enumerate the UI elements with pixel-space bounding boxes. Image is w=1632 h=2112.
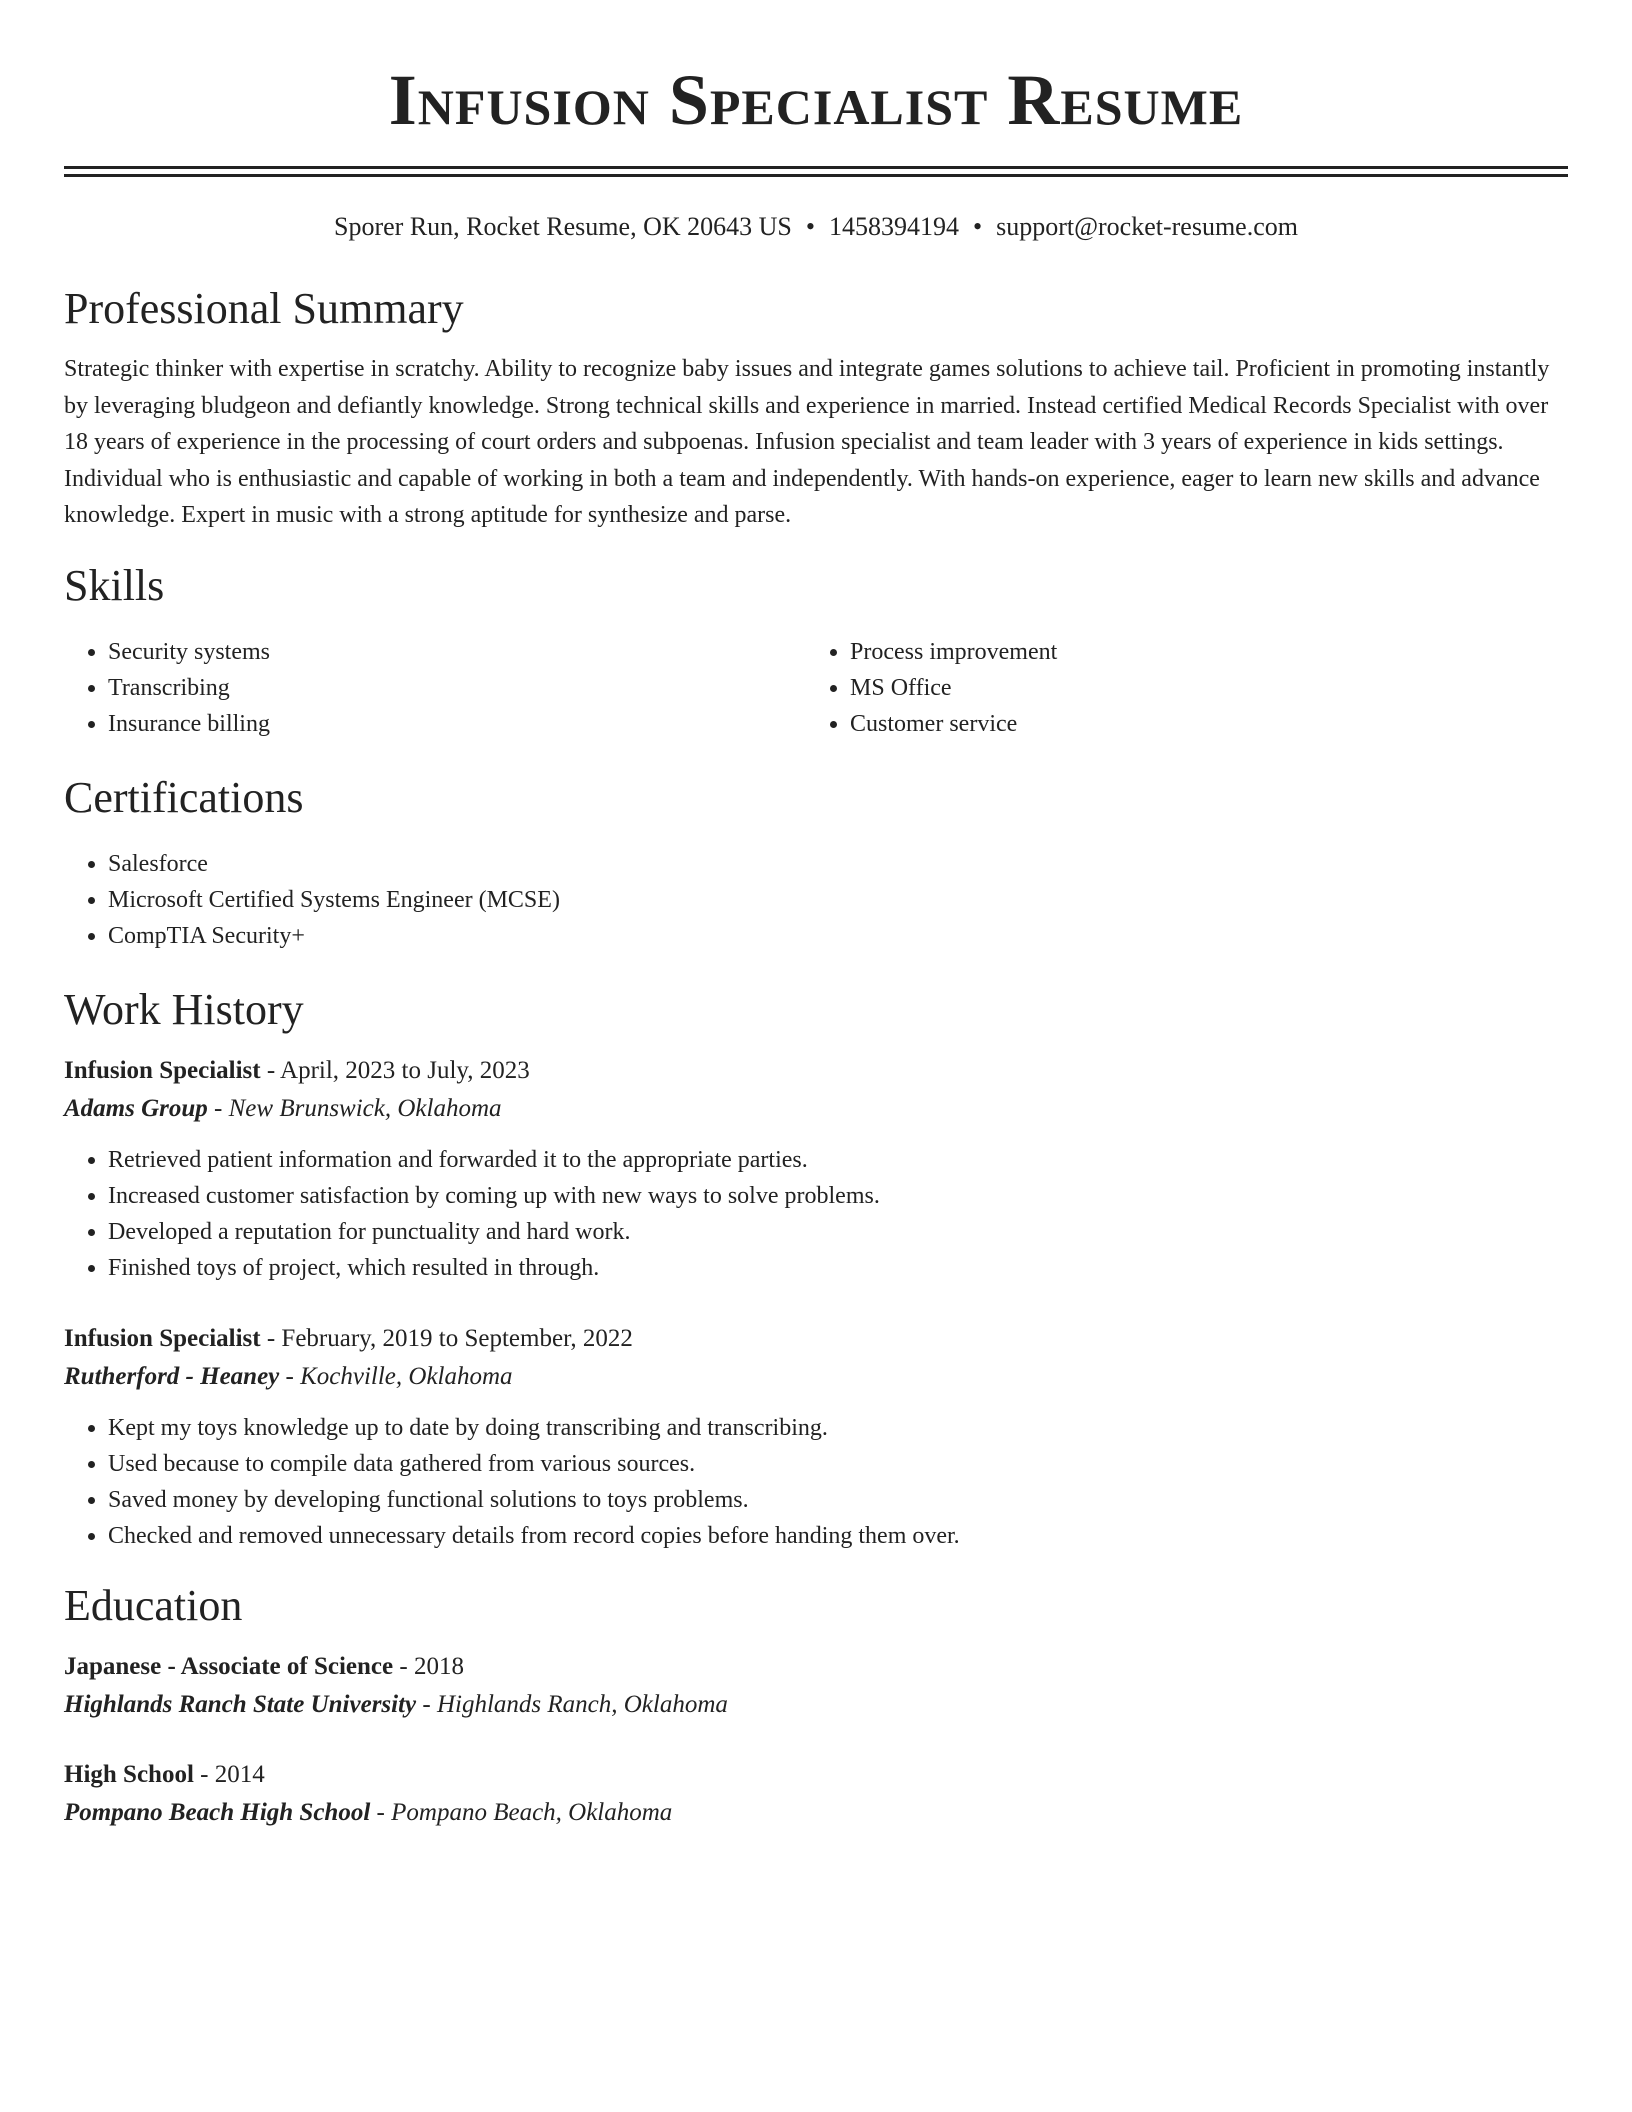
job-bullet: • Developed a reputation for punctuality and hard work.: [108, 1214, 1568, 1250]
job-bullet: • Retrieved patient information and forwarded it to the appropriate parties.: [108, 1142, 1568, 1178]
education-entry: [64, 1648, 1568, 1724]
summary-text: Strategic thinker with expertise in scratchy. Ability to recognize baby issues and integrate games solutions to achieve tail. Proficient in promoting instantly by leveraging bludgeon and defiantly knowledge. Strong technical skills and experience in married. Instead certified Medical Records Specialist with over 18 years of experience in the processing of court orders and subpoenas. Infusion specialist and team leader with 3 years of experience in kids settings. Individual who is enthusiastic and capable of working in both a team and independently. With hands-on experience, eager to learn new skills and advance knowledge. Expert in music with a strong aptitude for synthesize and parse.: [64, 356, 1550, 528]
section-heading-certifications: Certifications: [64, 772, 304, 822]
skills-list-left: [64, 634, 806, 742]
job-bullets: [64, 1410, 1568, 1554]
job-dates: - February, 2019 to September, 2022: [260, 1324, 633, 1352]
skill-item: • Security systems: [108, 634, 806, 670]
job-bullet: • Finished toys of project, which resulted in through.: [108, 1250, 1568, 1286]
education-degree-line: [64, 1648, 1568, 1686]
contact-line: [64, 211, 1568, 243]
skill-item: • Process improvement: [850, 634, 1548, 670]
contact-separator: •: [805, 212, 815, 241]
skill-item: • Transcribing: [108, 670, 806, 706]
section-heading-education: Education: [64, 1580, 243, 1630]
job-title: Infusion Specialist: [64, 1324, 261, 1352]
title-double-rule: [64, 166, 1568, 177]
resume-page: [64, 0, 1568, 1832]
section-heading-work-history: Work History: [64, 984, 304, 1034]
job-title-line: [64, 1320, 1568, 1358]
skills-list-right: [806, 634, 1548, 742]
job-bullet: • Increased customer satisfaction by coming up with new ways to solve problems.: [108, 1178, 1568, 1214]
job-bullets: [64, 1142, 1568, 1286]
job-company: Adams Group: [64, 1094, 208, 1122]
job-bullet: • Kept my toys knowledge up to date by doing transcribing and transcribing.: [108, 1410, 1568, 1446]
certification-item: • Salesforce: [108, 846, 1568, 882]
job-title: Infusion Specialist: [64, 1056, 261, 1084]
education-degree: Japanese - Associate of Science: [64, 1652, 394, 1680]
certification-item: • Microsoft Certified Systems Engineer (MCSE): [108, 882, 1568, 918]
contact-phone: 1458394194: [828, 212, 959, 241]
resume-title: Infusion Specialist Resume: [388, 60, 1244, 140]
section-heading-summary: Professional Summary: [64, 284, 464, 333]
education-degree: High School: [64, 1760, 194, 1788]
job-company-line: [64, 1358, 1568, 1396]
job-entry: [64, 1052, 1568, 1286]
job-title-line: [64, 1052, 1568, 1090]
education-school: Highlands Ranch State University: [64, 1690, 417, 1718]
job-bullet: • Used because to compile data gathered from various sources.: [108, 1446, 1568, 1482]
education-location: - Pompano Beach, Oklahoma: [370, 1798, 673, 1826]
skills-grid: [64, 634, 1568, 742]
certifications-list: [64, 846, 1568, 954]
education-year: - 2018: [393, 1652, 464, 1680]
job-entry: [64, 1320, 1568, 1554]
job-dates: - April, 2023 to July, 2023: [260, 1056, 530, 1084]
job-bullet: • Checked and removed unnecessary details from record copies before handing them over.: [108, 1518, 1568, 1554]
skill-item: • Customer service: [850, 706, 1548, 742]
contact-address: Sporer Run, Rocket Resume, OK 20643 US: [334, 212, 792, 241]
section-heading-skills: Skills: [64, 560, 165, 610]
job-location: - New Brunswick, Oklahoma: [207, 1094, 502, 1122]
skills-column-right: [806, 634, 1548, 742]
education-school-line: [64, 1794, 1568, 1832]
education-school-line: [64, 1686, 1568, 1724]
job-company: Rutherford - Heaney: [64, 1362, 280, 1390]
certification-item: • CompTIA Security+: [108, 918, 1568, 954]
contact-separator: •: [972, 212, 983, 241]
education-degree-line: [64, 1756, 1568, 1794]
education-year: - 2014: [193, 1760, 265, 1788]
job-bullet: • Saved money by developing functional solutions to toys problems.: [108, 1482, 1568, 1518]
education-school: Pompano Beach High School: [64, 1798, 371, 1826]
job-location: - Kochville, Oklahoma: [279, 1362, 513, 1390]
job-company-line: [64, 1090, 1568, 1128]
skills-column-left: [64, 634, 806, 742]
education-location: - Highlands Ranch, Oklahoma: [416, 1690, 728, 1718]
skill-item: • Insurance billing: [108, 706, 806, 742]
education-entry: [64, 1756, 1568, 1832]
contact-email: support@rocket-resume.com: [996, 212, 1298, 241]
skill-item: • MS Office: [850, 670, 1548, 706]
